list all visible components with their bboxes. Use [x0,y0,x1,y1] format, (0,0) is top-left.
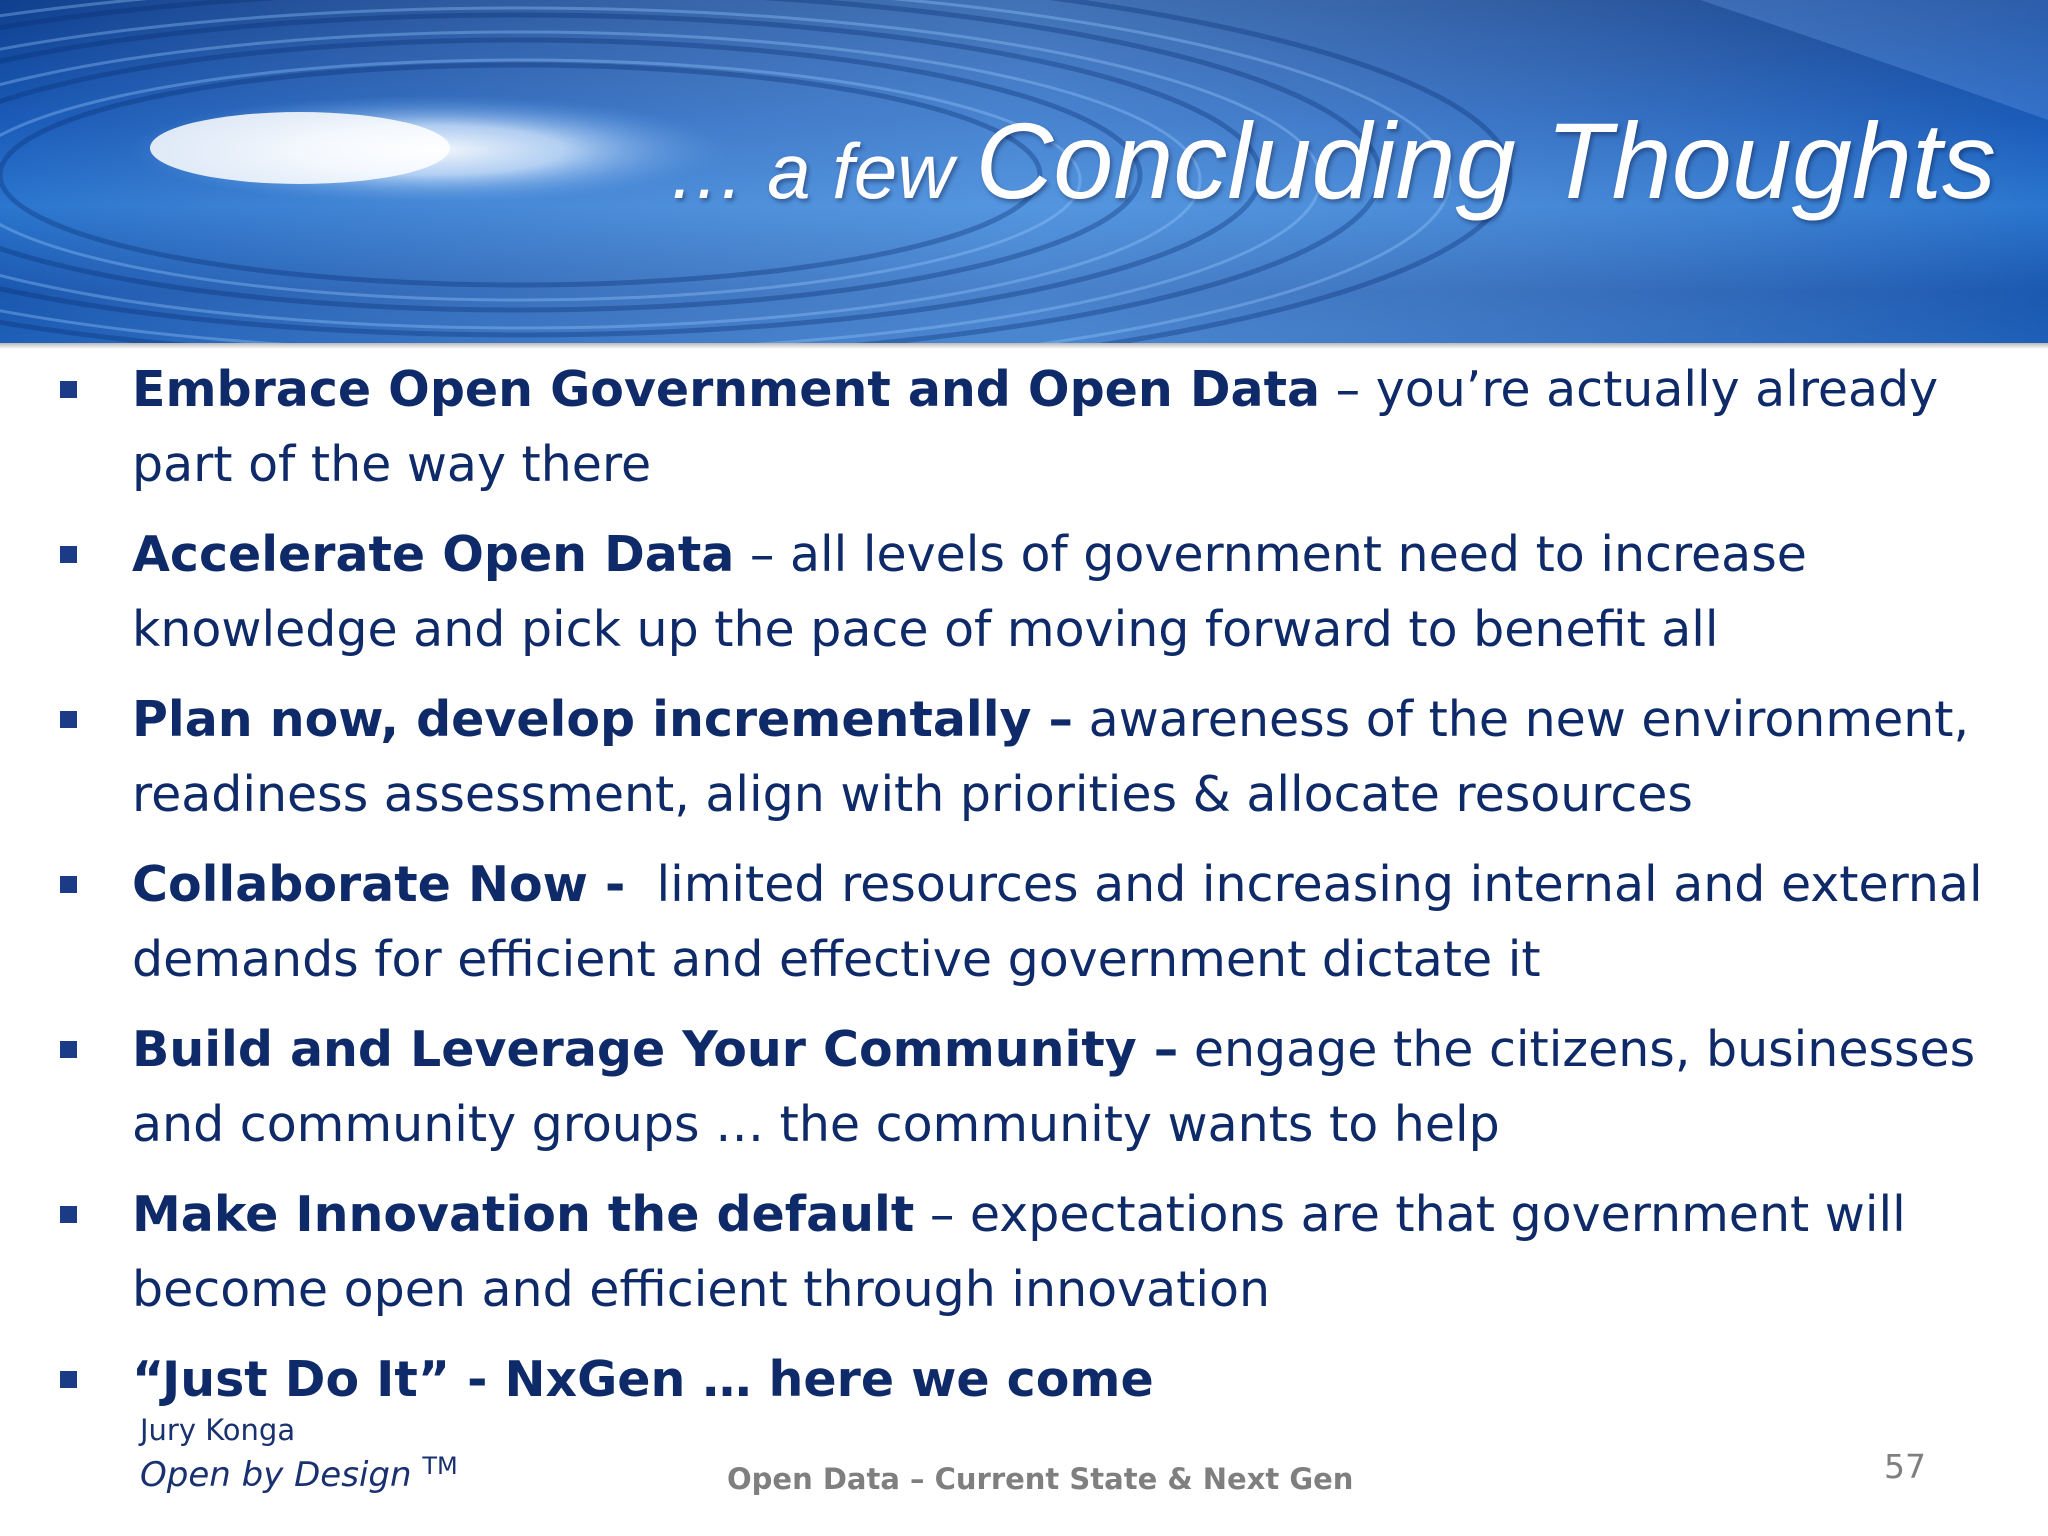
bullet-item [0,1012,2048,1162]
slide-title-main: Concluding Thoughts [975,100,1996,221]
bullet-heading: “Just Do It” - NxGen … here we come [132,1351,1154,1408]
square-bullet-icon [60,1371,77,1388]
footer-author: Jury Konga [140,1413,296,1447]
bullet-item [0,1342,2048,1417]
slide-title-prefix: … a few [667,127,976,215]
bullet-heading: Plan now, develop incrementally – [132,691,1074,748]
bullet-heading: Embrace Open Government and Open Data [132,361,1321,418]
bullet-item [0,517,2048,667]
bullet-text: engage the citizens, businesses and community groups … the community wants to help [132,1021,1976,1153]
bullet-heading: Accelerate Open Data [132,526,735,583]
page-number: 57 [1884,1447,1926,1486]
bullet-heading: Collaborate Now - [132,856,626,913]
bullet-list [0,352,2048,1432]
title-banner [0,0,2048,343]
slide-title [668,98,1996,223]
square-bullet-icon [60,1041,77,1058]
bullet-text: – you’re actually already part of the way there [132,361,1939,493]
footer-presentation-title: Open Data – Current State & Next Gen [727,1462,1354,1496]
square-bullet-icon [60,546,77,563]
bullet-heading: Make Innovation the default [132,1186,915,1243]
square-bullet-icon [60,1206,77,1223]
square-bullet-icon [60,381,77,398]
bullet-text: limited resources and increasing internal and external demands for efficient and effective government dictate it [132,856,1999,988]
footer-brand-name: Open by Design [140,1455,412,1495]
bullet-heading: Build and Leverage Your Community – [132,1021,1179,1078]
bullet-item [0,682,2048,832]
square-bullet-icon [60,876,77,893]
trademark-mark: TM [422,1452,458,1480]
bullet-item [0,1177,2048,1327]
bullet-text: – expectations are that government will become open and efficient through innovation [132,1186,1906,1318]
bullet-text: awareness of the new environment, readiness assessment, align with priorities & allocate resources [132,691,1970,823]
square-bullet-icon [60,711,77,728]
bullet-item [0,847,2048,997]
banner-shadow [0,343,2048,349]
footer-brand [140,1452,458,1495]
bullet-text: – all levels of government need to increase knowledge and pick up the pace of moving forward to benefit all [132,526,1807,658]
bullet-item [0,352,2048,502]
